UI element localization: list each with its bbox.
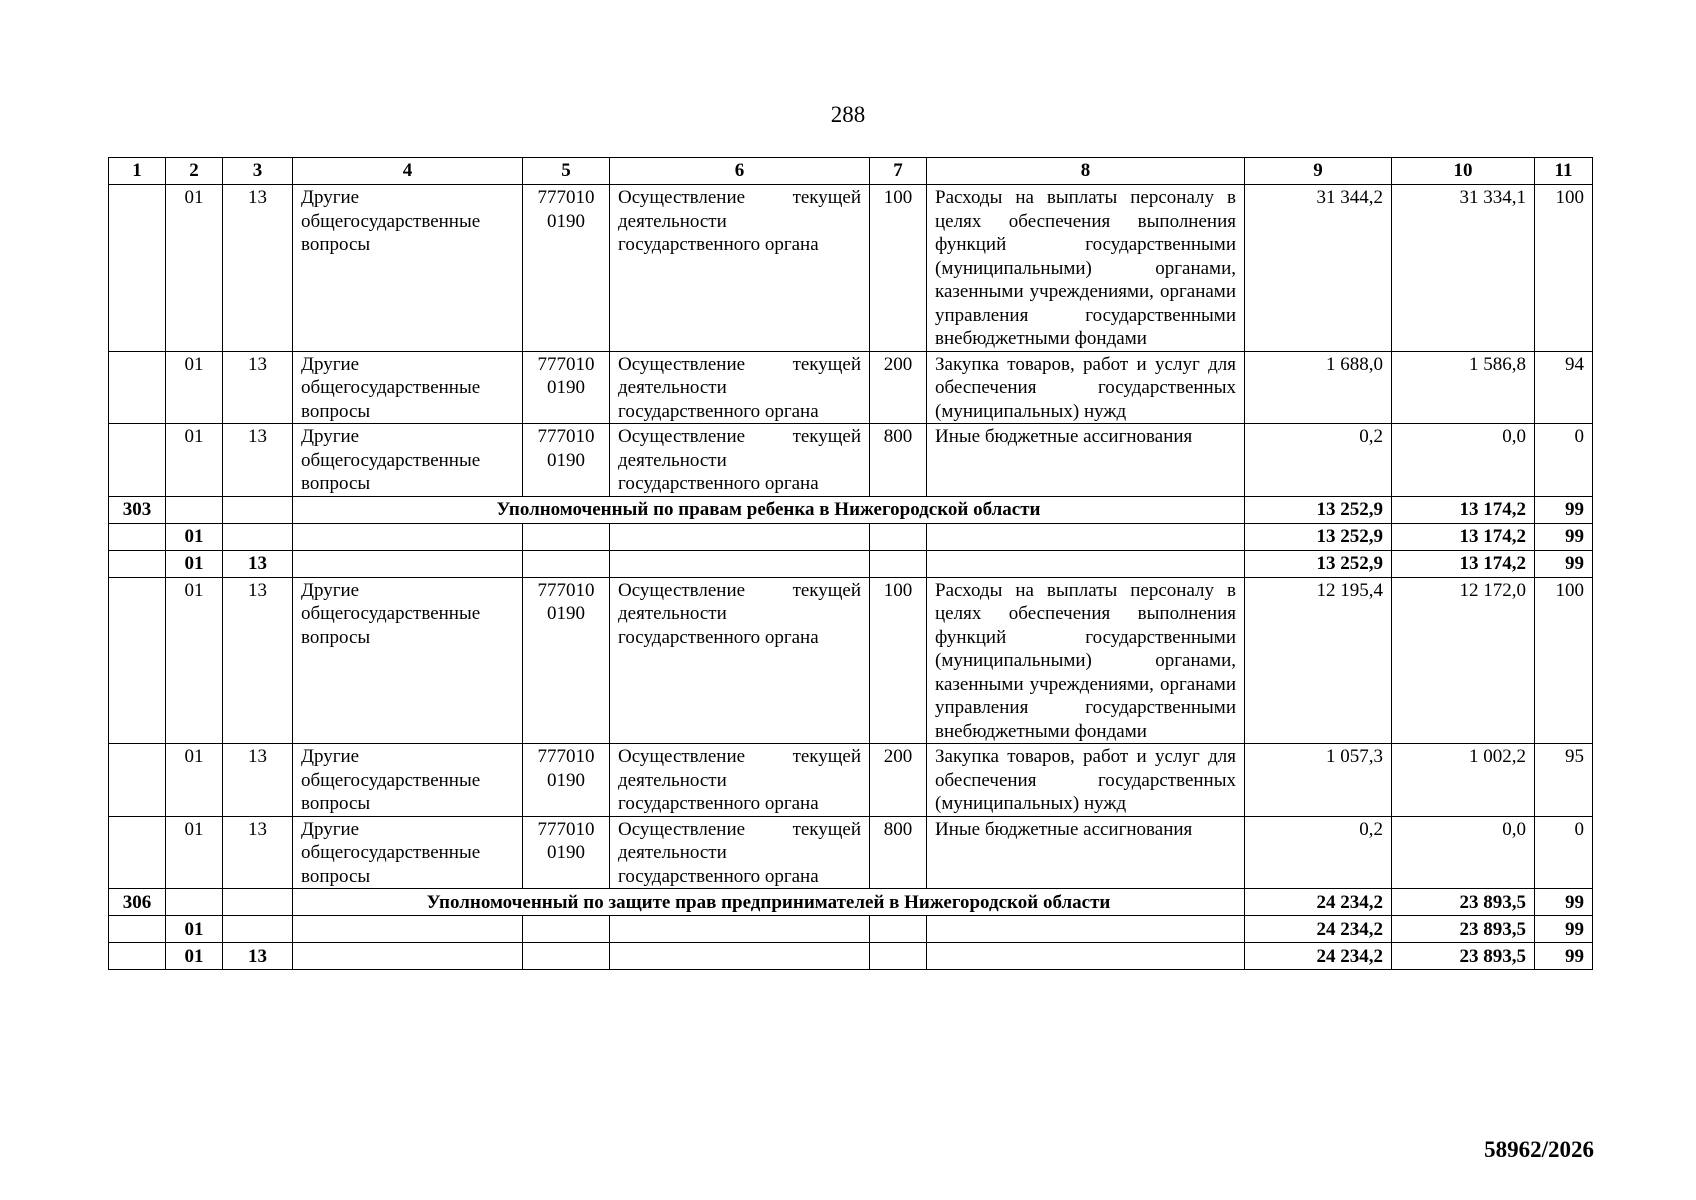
- cell-article-name: Осуществление текущей деятельности государственного органа: [610, 577, 870, 744]
- cell-col1: [109, 577, 166, 744]
- cell-expense-type-name: Иные бюджетные ассигнования: [927, 424, 1245, 497]
- cell-executed: 23 893,5: [1392, 889, 1535, 916]
- cell-expense-type: 100: [870, 185, 927, 352]
- cell-expense-type-name: Закупка товаров, работ и услуг для обеспечения государственных (муниципальных) нужд: [927, 744, 1245, 817]
- col-header: 5: [523, 158, 610, 185]
- cell-section: 01: [166, 351, 223, 424]
- cell-planned: 1 688,0: [1245, 351, 1392, 424]
- cell-agency-code: 303: [109, 496, 166, 523]
- cell-planned: 13 252,9: [1245, 496, 1392, 523]
- col-header: 3: [223, 158, 293, 185]
- cell-empty: [223, 889, 293, 916]
- cell-planned: 24 234,2: [1245, 889, 1392, 916]
- cell-section-name: Другие общегосударственные вопросы: [293, 744, 523, 817]
- col-header: 6: [610, 158, 870, 185]
- cell-col1: [109, 351, 166, 424]
- cell-empty: [523, 550, 610, 577]
- col-header: 10: [1392, 158, 1535, 185]
- cell-subsection: 13: [223, 943, 293, 970]
- document-id: 58962/2026: [1484, 1137, 1594, 1162]
- cell-planned: 24 234,2: [1245, 916, 1392, 943]
- cell-percent: 0: [1535, 424, 1593, 497]
- cell-planned: 31 344,2: [1245, 185, 1392, 352]
- cell-section: 01: [166, 916, 223, 943]
- agency-title: Уполномоченный по правам ребенка в Нижегородской области: [293, 496, 1245, 523]
- col-header: 9: [1245, 158, 1392, 185]
- cell-article-name: Осуществление текущей деятельности государственного органа: [610, 424, 870, 497]
- cell-planned: 0,2: [1245, 816, 1392, 889]
- cell-col1: [109, 943, 166, 970]
- col-header: 4: [293, 158, 523, 185]
- table-row: [109, 816, 1593, 889]
- col-header: 7: [870, 158, 927, 185]
- cell-article-name: Осуществление текущей деятельности государственного органа: [610, 744, 870, 817]
- subtotal-row: [109, 916, 1593, 943]
- cell-empty: [870, 523, 927, 550]
- cell-executed: 31 334,1: [1392, 185, 1535, 352]
- cell-executed: 13 174,2: [1392, 550, 1535, 577]
- cell-percent: 95: [1535, 744, 1593, 817]
- cell-percent: 100: [1535, 577, 1593, 744]
- cell-article-name: Осуществление текущей деятельности государственного органа: [610, 816, 870, 889]
- cell-target-article: 777010 0190: [523, 816, 610, 889]
- cell-expense-type: 800: [870, 424, 927, 497]
- cell-subsection: 13: [223, 577, 293, 744]
- cell-empty: [523, 943, 610, 970]
- col-header: 1: [109, 158, 166, 185]
- cell-empty: [870, 550, 927, 577]
- cell-empty: [870, 916, 927, 943]
- col-header: 2: [166, 158, 223, 185]
- cell-executed: 12 172,0: [1392, 577, 1535, 744]
- cell-article-name: Осуществление текущей деятельности государственного органа: [610, 351, 870, 424]
- cell-percent: 99: [1535, 889, 1593, 916]
- cell-expense-type: 200: [870, 351, 927, 424]
- cell-expense-type-name: Расходы на выплаты персоналу в целях обеспечения выполнения функций государственными (муниципальными) органами, казенными учреждениями, органами управления государственными внебюджетными фондами: [927, 185, 1245, 352]
- cell-section: 01: [166, 523, 223, 550]
- table-row: [109, 185, 1593, 352]
- cell-planned: 13 252,9: [1245, 550, 1392, 577]
- agency-total-row: [109, 889, 1593, 916]
- cell-section: 01: [166, 550, 223, 577]
- cell-col1: [109, 185, 166, 352]
- cell-section-name: Другие общегосударственные вопросы: [293, 816, 523, 889]
- cell-expense-type: 800: [870, 816, 927, 889]
- cell-col1: [109, 523, 166, 550]
- cell-section: 01: [166, 185, 223, 352]
- cell-empty: [610, 916, 870, 943]
- cell-percent: 99: [1535, 943, 1593, 970]
- cell-percent: 99: [1535, 523, 1593, 550]
- cell-article-name: Осуществление текущей деятельности государственного органа: [610, 185, 870, 352]
- cell-empty: [927, 523, 1245, 550]
- cell-subsection: [223, 916, 293, 943]
- page-number: 288: [830, 102, 866, 127]
- cell-empty: [293, 916, 523, 943]
- col-header: 11: [1535, 158, 1593, 185]
- cell-col1: [109, 424, 166, 497]
- subtotal-row: [109, 943, 1593, 970]
- cell-target-article: 777010 0190: [523, 185, 610, 352]
- cell-section-name: Другие общегосударственные вопросы: [293, 424, 523, 497]
- cell-expense-type-name: Закупка товаров, работ и услуг для обеспечения государственных (муниципальных) нужд: [927, 351, 1245, 424]
- cell-executed: 0,0: [1392, 816, 1535, 889]
- cell-planned: 12 195,4: [1245, 577, 1392, 744]
- cell-subsection: 13: [223, 816, 293, 889]
- cell-empty: [610, 943, 870, 970]
- cell-expense-type: 200: [870, 744, 927, 817]
- cell-executed: 23 893,5: [1392, 943, 1535, 970]
- cell-expense-type-name: Расходы на выплаты персоналу в целях обеспечения выполнения функций государственными (муниципальными) органами, казенными учреждениями, органами управления государственными внебюджетными фондами: [927, 577, 1245, 744]
- cell-subsection: 13: [223, 424, 293, 497]
- agency-title: Уполномоченный по защите прав предпринимателей в Нижегородской области: [293, 889, 1245, 916]
- budget-table: [108, 157, 1593, 970]
- cell-section: 01: [166, 424, 223, 497]
- cell-empty: [523, 523, 610, 550]
- cell-executed: 23 893,5: [1392, 916, 1535, 943]
- cell-executed: 0,0: [1392, 424, 1535, 497]
- cell-percent: 99: [1535, 916, 1593, 943]
- cell-planned: 0,2: [1245, 424, 1392, 497]
- cell-col1: [109, 916, 166, 943]
- cell-planned: 24 234,2: [1245, 943, 1392, 970]
- cell-planned: 13 252,9: [1245, 523, 1392, 550]
- cell-col1: [109, 744, 166, 817]
- cell-empty: [293, 943, 523, 970]
- cell-percent: 99: [1535, 496, 1593, 523]
- cell-planned: 1 057,3: [1245, 744, 1392, 817]
- cell-empty: [610, 550, 870, 577]
- cell-empty: [293, 550, 523, 577]
- cell-empty: [610, 523, 870, 550]
- cell-percent: 94: [1535, 351, 1593, 424]
- cell-target-article: 777010 0190: [523, 744, 610, 817]
- cell-expense-type-name: Иные бюджетные ассигнования: [927, 816, 1245, 889]
- cell-executed: 1 002,2: [1392, 744, 1535, 817]
- cell-section-name: Другие общегосударственные вопросы: [293, 577, 523, 744]
- cell-subsection: 13: [223, 744, 293, 817]
- cell-subsection: 13: [223, 185, 293, 352]
- cell-executed: 13 174,2: [1392, 523, 1535, 550]
- subtotal-row: [109, 550, 1593, 577]
- cell-empty: [293, 523, 523, 550]
- cell-target-article: 777010 0190: [523, 577, 610, 744]
- cell-col1: [109, 550, 166, 577]
- col-header: 8: [927, 158, 1245, 185]
- cell-empty: [870, 943, 927, 970]
- cell-subsection: 13: [223, 550, 293, 577]
- subtotal-row: [109, 523, 1593, 550]
- cell-percent: 99: [1535, 550, 1593, 577]
- cell-empty: [166, 496, 223, 523]
- cell-section: 01: [166, 744, 223, 817]
- header-row: [109, 158, 1593, 185]
- cell-empty: [166, 889, 223, 916]
- table-row: [109, 744, 1593, 817]
- cell-section-name: Другие общегосударственные вопросы: [293, 351, 523, 424]
- cell-empty: [927, 916, 1245, 943]
- cell-section: 01: [166, 943, 223, 970]
- cell-executed: 1 586,8: [1392, 351, 1535, 424]
- cell-target-article: 777010 0190: [523, 424, 610, 497]
- table-row: [109, 577, 1593, 744]
- table-row: [109, 351, 1593, 424]
- cell-percent: 100: [1535, 185, 1593, 352]
- cell-percent: 0: [1535, 816, 1593, 889]
- cell-col1: [109, 816, 166, 889]
- cell-subsection: [223, 523, 293, 550]
- cell-agency-code: 306: [109, 889, 166, 916]
- cell-section: 01: [166, 816, 223, 889]
- cell-empty: [523, 916, 610, 943]
- cell-subsection: 13: [223, 351, 293, 424]
- cell-empty: [223, 496, 293, 523]
- agency-total-row: [109, 496, 1593, 523]
- cell-expense-type: 100: [870, 577, 927, 744]
- cell-empty: [927, 550, 1245, 577]
- cell-target-article: 777010 0190: [523, 351, 610, 424]
- cell-section-name: Другие общегосударственные вопросы: [293, 185, 523, 352]
- cell-section: 01: [166, 577, 223, 744]
- table-row: [109, 424, 1593, 497]
- cell-executed: 13 174,2: [1392, 496, 1535, 523]
- cell-empty: [927, 943, 1245, 970]
